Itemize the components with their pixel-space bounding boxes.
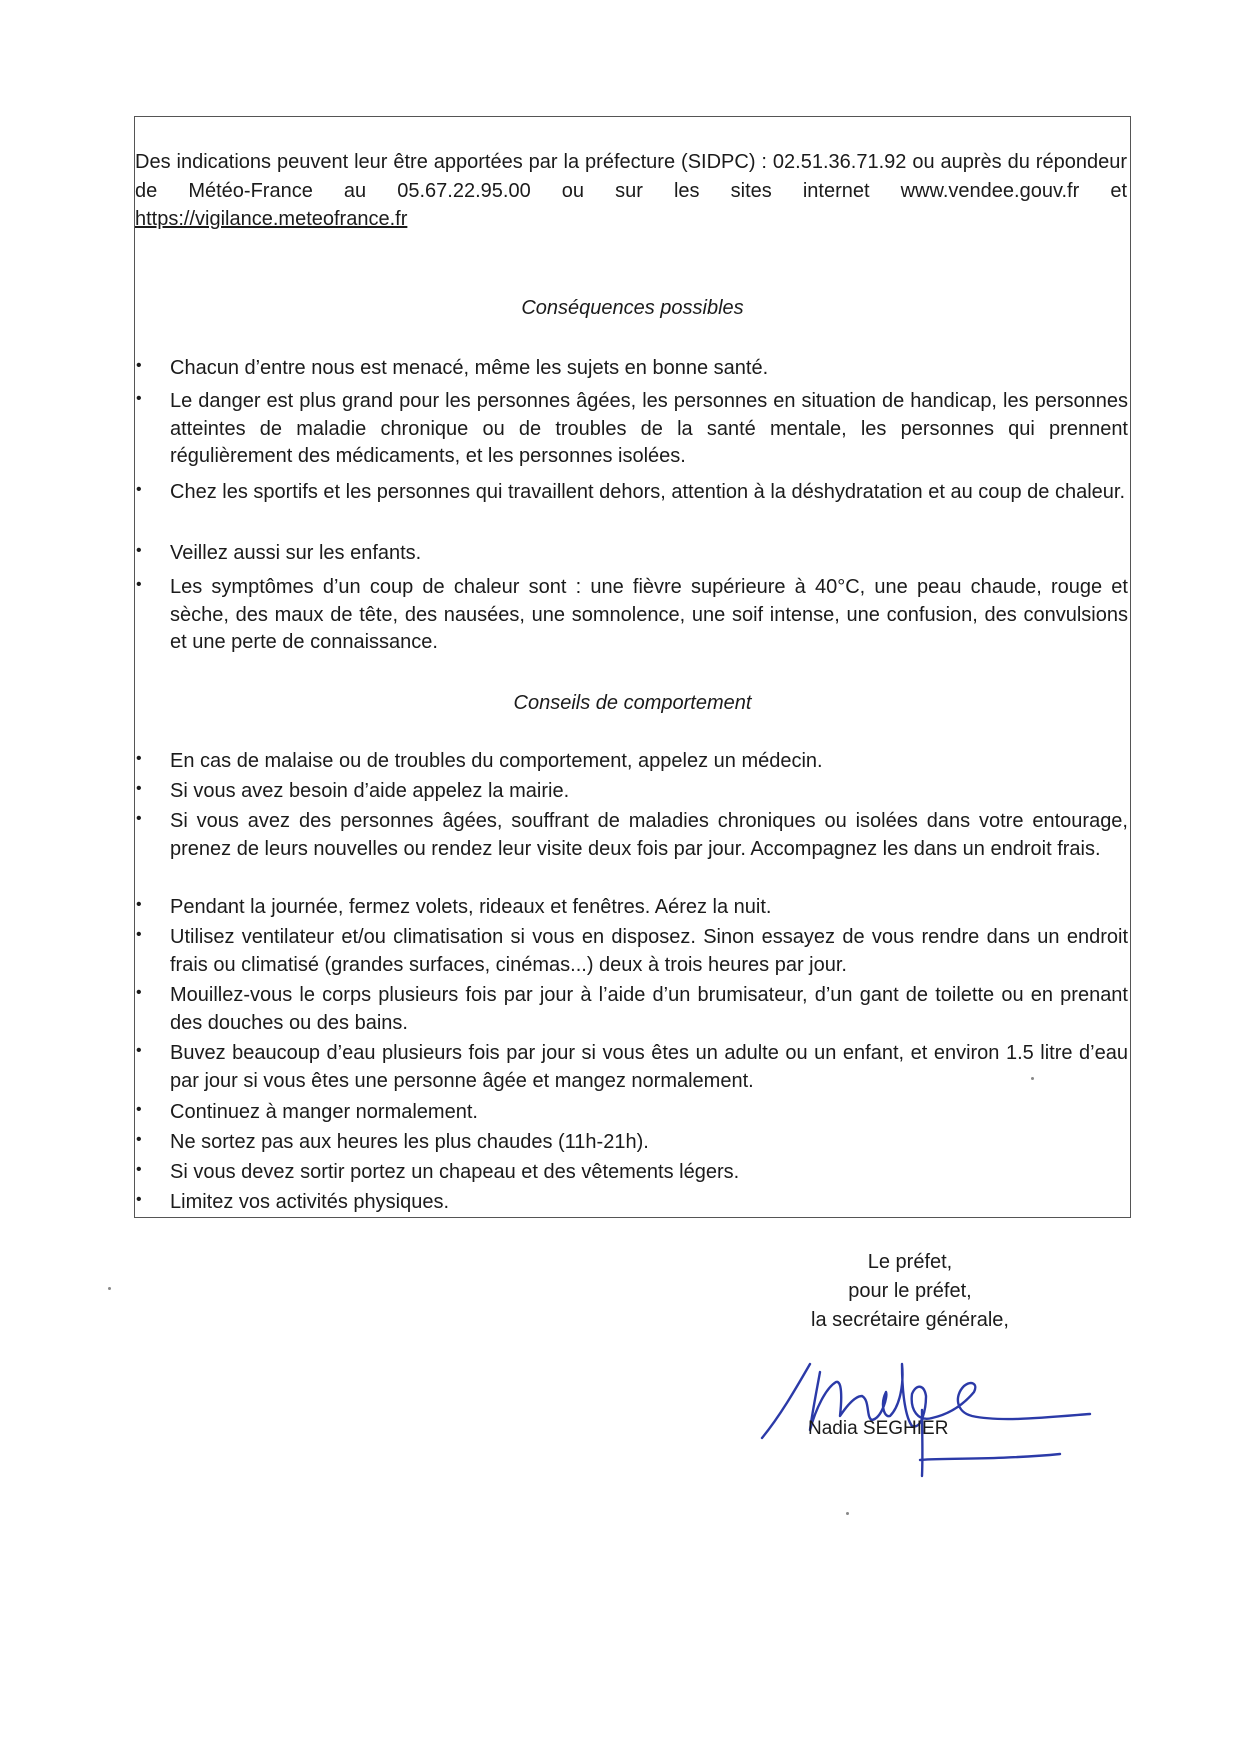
scan-dot [108,1287,111,1290]
list-item-text: Continuez à manger normalement. [170,1101,478,1123]
list-item-text: Chacun d’entre nous est menacé, même les sujets en bonne santé. [170,357,769,379]
vigilance-link[interactable]: https://vigilance.meteofrance.fr [135,208,408,230]
list-item-text: Si vous avez des personnes âgées, souffrant de maladies chroniques ou isolées dans votre entourage, prenez de leurs nouvelles ou rendez leur visite deux fois par jour. Accompagnez les dans un endroit frais. [170,810,1128,860]
list-item-text: Mouillez-vous le corps plusieurs fois par jour à l’aide d’un brumisateur, d’un gant de toilette ou en prenant des douches ou des bains. [170,984,1128,1034]
list-item [136,574,1128,657]
signature-stroke [762,1364,810,1438]
bullet-icon: • [136,390,142,407]
signature-stroke [920,1454,1060,1460]
consequences-title: Conséquences possibles [521,297,744,319]
bullet-icon: • [136,1131,142,1148]
list-item-text: Si vous devez sortir portez un chapeau et des vêtements légers. [170,1161,740,1183]
bullet-icon: • [136,984,142,1001]
bullet-icon: • [136,1191,142,1208]
scan-dot [846,1512,849,1515]
bullet-icon: • [136,1042,142,1059]
bullet-icon: • [136,780,142,797]
signature-title-line: Le préfet, [867,1251,953,1273]
scan-dot [1031,1077,1034,1080]
intro-paragraph [135,148,1127,234]
bullet-icon: • [136,810,142,827]
list-item-text: Chez les sportifs et les personnes qui travaillent dehors, attention à la déshydratation et au coup de chaleur. [170,481,1126,503]
bullet-icon: • [136,1101,142,1118]
list-item [136,540,1128,568]
list-item-text: Pendant la journée, fermez volets, rideaux et fenêtres. Aérez la nuit. [170,896,772,918]
list-item [136,1099,1128,1127]
list-item-text: Le danger est plus grand pour les personnes âgées, les personnes en situation de handicap, les personnes atteintes de maladie chronique ou de troubles de la santé mentale, les personnes qui prennent régulièrement des médicaments, et les personnes isolées. [170,390,1128,467]
bullet-icon: • [136,542,142,559]
list-item-text: Les symptômes d’un coup de chaleur sont : une fièvre supérieure à 40°C, une peau chaude, rouge et sèche, des maux de tête, des nausées, une somnolence, une soif intense, une confusion, des convulsions et une perte de connaissance. [170,576,1128,653]
list-item [136,778,1128,806]
list-item-text: Utilisez ventilateur et/ou climatisation si vous en disposez. Sinon essayez de vous rendre dans un endroit frais ou climatisé (grandes surfaces, cinémas...) deux à trois heures par jour. [170,926,1128,976]
signature-delegation-line: pour le préfet, [848,1280,972,1302]
bullet-icon: • [136,926,142,943]
list-item-text: Veillez aussi sur les enfants. [170,542,422,564]
bullet-icon: • [136,576,142,593]
bullet-icon: • [136,357,142,374]
bullet-icon: • [136,896,142,913]
list-item-text: Limitez vos activités physiques. [170,1191,450,1213]
list-item [136,1040,1128,1095]
list-item [136,982,1128,1037]
list-item-text: Ne sortez pas aux heures les plus chaudes (11h-21h). [170,1131,649,1153]
list-item [136,388,1128,471]
list-item [136,1159,1128,1187]
handwritten-signature-icon [750,1300,1110,1480]
bullet-icon: • [136,1161,142,1178]
list-item [136,479,1128,507]
list-item [136,1129,1128,1157]
list-item-text: En cas de malaise ou de troubles du comportement, appelez un médecin. [170,750,823,772]
conseils-title: Conseils de comportement [513,692,752,714]
list-item [136,894,1128,922]
list-item [136,1189,1128,1217]
bullet-icon: • [136,481,142,498]
list-item [136,355,1128,383]
list-item-text: Buvez beaucoup d’eau plusieurs fois par jour si vous êtes un adulte ou un enfant, et environ 1.5 litre d’eau par jour si vous êtes une personne âgée et mangez normalement. [170,1042,1128,1092]
signer-name: Nadia SEGHIER [808,1418,949,1439]
list-item [136,924,1128,979]
signature-role-line: la secrétaire générale, [811,1309,1009,1331]
bullet-icon: • [136,750,142,767]
intro-text: Des indications peuvent leur être apportées par la préfecture (SIDPC) : 02.51.36.71.92 ou auprès du répondeur de Météo-France au 05.67.22.95.00 ou sur les sites internet www.vendee.gouv.fr et [135,151,1127,202]
list-item-text: Si vous avez besoin d’aide appelez la mairie. [170,780,570,802]
list-item [136,808,1128,863]
list-item [136,748,1128,776]
